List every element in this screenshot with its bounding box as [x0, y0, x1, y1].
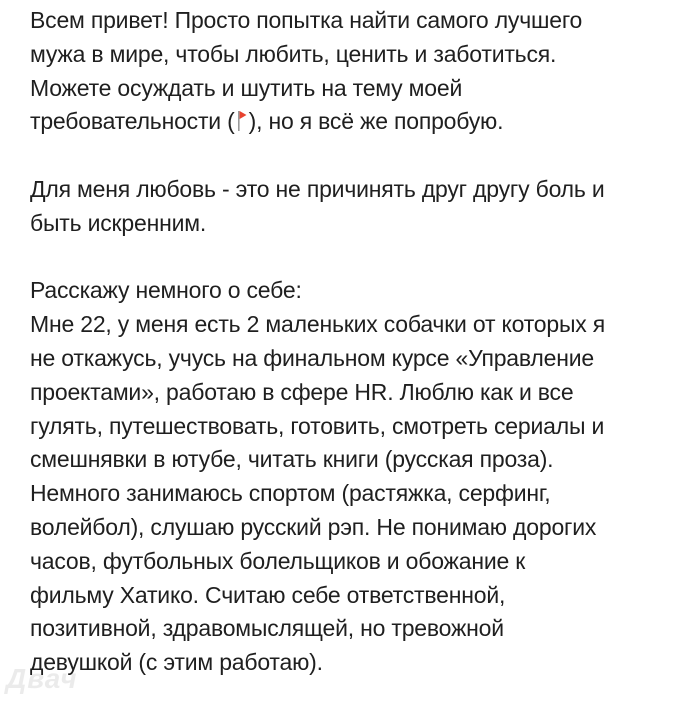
text-fragment: требовательности ( [30, 108, 235, 135]
text-line: Мне 22, у меня есть 2 маленьких собачки от которых я [30, 311, 606, 338]
text-line: мужа в мире, чтобы любить, ценить и заботиться. [30, 40, 557, 67]
text-line: быть искренним. [30, 209, 207, 236]
text-line: Немного занимаюсь спортом (растяжка, серфинг, [30, 480, 551, 507]
post-text [30, 4, 690, 680]
text-line: Можете осуждать и шутить на тему моей [30, 74, 463, 101]
text-line: гулять, путешествовать, готовить, смотреть сериалы и [30, 412, 605, 439]
paragraph-spacer [30, 139, 690, 173]
text-line: фильму Хатико. Считаю себе ответственной, [30, 581, 506, 608]
text-line: девушкой (с этим работаю). [30, 649, 323, 676]
text-line: не откажусь, учусь на финальном курсе «Управление [30, 344, 594, 371]
text-line: Для меня любовь - это не причинять друг другу боль и [30, 175, 605, 202]
watermark-logo: Двач [6, 663, 78, 694]
paragraph-spacer [30, 241, 690, 275]
text-line: Расскажу немного о себе: [30, 277, 302, 304]
text-line: смешнявки в ютубе, читать книги (русская проза). [30, 446, 554, 473]
text-line: волейбол), слушаю русский рэп. Не понимаю дорогих [30, 513, 597, 540]
text-line: часов, футбольных болельщиков и обожание к [30, 547, 526, 574]
text-line: проектами», работаю в сфере HR. Люблю как и все [30, 378, 574, 405]
text-line: позитивной, здравомыслящей, но тревожной [30, 615, 504, 642]
red-flag-icon [237, 109, 247, 133]
text-line-with-emoji [30, 105, 690, 139]
text-line: Всем привет! Просто попытка найти самого лучшего [30, 7, 583, 33]
text-fragment: ), но я всё же попробую. [248, 108, 504, 135]
